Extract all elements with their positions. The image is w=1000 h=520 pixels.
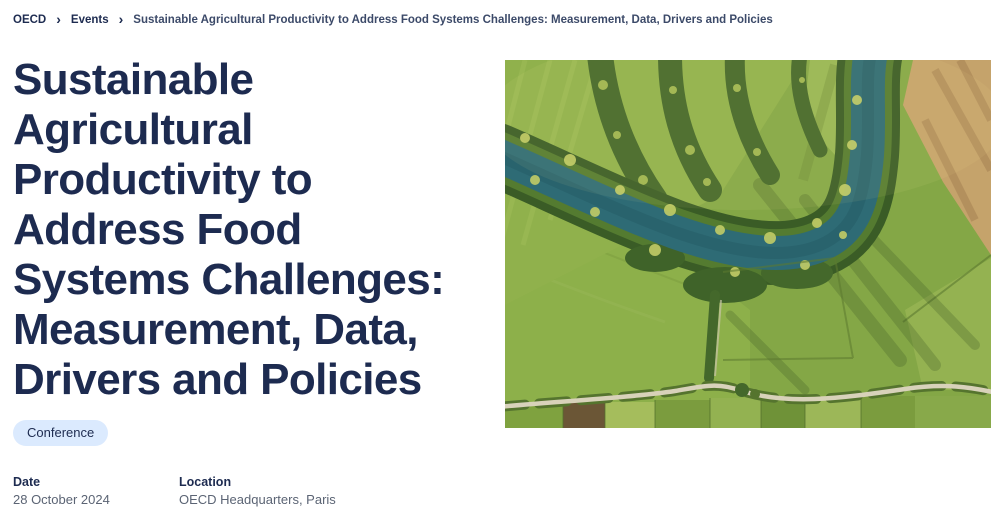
breadcrumb (13, 11, 773, 27)
event-date (13, 475, 179, 507)
event-summary (13, 55, 471, 507)
aerial-landscape-illustration (505, 60, 991, 428)
breadcrumb-link-oecd[interactable]: OECD (13, 14, 47, 26)
hero-image-aerial-river-farmland (505, 60, 991, 428)
chevron-right-icon: › (118, 11, 124, 27)
location-label: Location (179, 475, 232, 489)
event-type-badge: Conference (13, 420, 108, 446)
event-details (13, 475, 471, 507)
location-value: OECD Headquarters, Paris (179, 492, 336, 507)
chevron-right-icon: › (56, 11, 61, 27)
breadcrumb-link-events[interactable]: Events (70, 14, 109, 26)
event-location (179, 475, 336, 507)
date-label: Date (13, 475, 41, 489)
date-value: 28 October 2024 (13, 492, 110, 507)
breadcrumb-current-page: Sustainable Agricultural Productivity to Address Food Systems Challenges: Measurement, Data, Drivers and Policies (133, 14, 773, 26)
page-title: Sustainable Agricultural Productivity to Address Food Systems Challenges: Measurement, Data, Drivers and Policies (13, 55, 445, 404)
